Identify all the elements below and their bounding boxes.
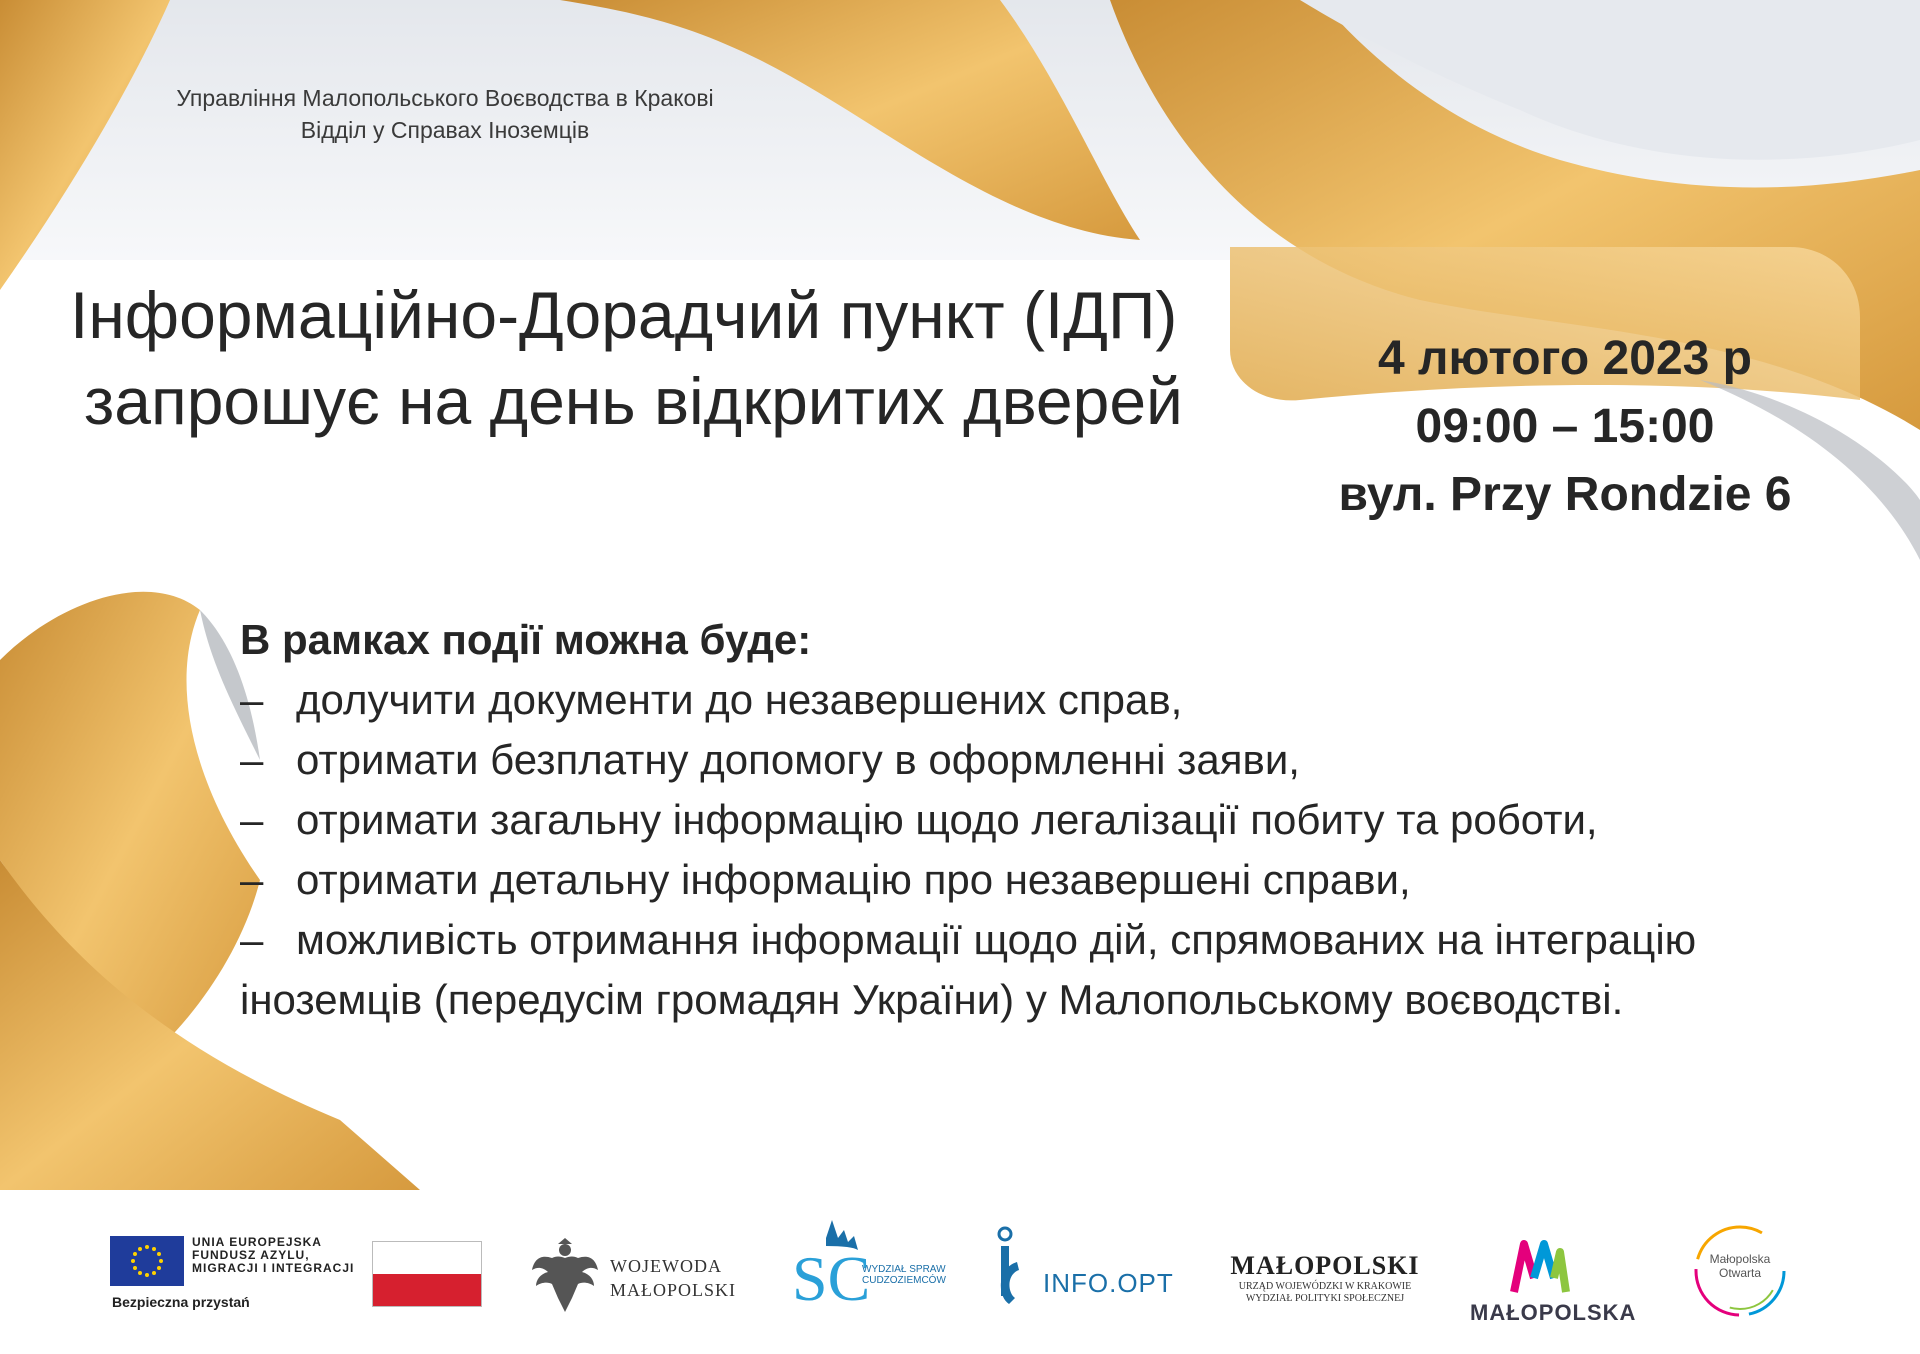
title-line-1: Інформаційно-Дорадчий пункт (ІДП): [70, 278, 1178, 352]
list-dash: –: [240, 736, 264, 783]
sc-letters: SC: [792, 1243, 871, 1314]
otwarta-text: [1704, 1252, 1776, 1280]
wojewoda-text: [610, 1254, 736, 1302]
malopolska-m-icon: [1510, 1238, 1570, 1294]
sc-caption-line: CUDZOZIEMCÓW: [862, 1275, 946, 1286]
info-opt-logo: [995, 1226, 1175, 1326]
eu-flag-icon: [110, 1236, 184, 1286]
title-line-2: запрошує на день відкритих дверей: [84, 364, 1183, 438]
list-dash: –: [240, 916, 264, 963]
list-item: [240, 910, 1880, 970]
sc-caption-line: WYDZIAŁ SPRAW: [862, 1264, 946, 1275]
sc-caption: [862, 1264, 946, 1286]
eu-fund-text: [192, 1236, 362, 1275]
otwarta-line: Małopolska: [1709, 1252, 1771, 1266]
urzad-line: WYDZIAŁ POLITYKI SPOŁECZNEJ: [1245, 1293, 1405, 1304]
poland-flag-icon: [372, 1241, 482, 1307]
eu-fund-logo: [110, 1235, 360, 1310]
event-address: вул. Przy Rondzie 6: [1338, 468, 1792, 521]
wojewoda-line: WOJEWODA: [610, 1256, 722, 1276]
eu-text-line: UNIA EUROPEJSKA: [192, 1235, 322, 1249]
list-item-text: отримати безплатну допомогу в оформленні заяви,: [296, 736, 1300, 783]
event-time: 09:00 – 15:00: [1415, 400, 1715, 453]
info-opt-text: INFO.OPT: [1043, 1268, 1174, 1298]
list-item: [240, 670, 1880, 730]
event-date: 4 лютого 2023 р: [1378, 332, 1752, 385]
urzad-title: MAŁOPOLSKI: [1230, 1251, 1420, 1280]
list-item: [240, 730, 1880, 790]
wojewoda-line: MAŁOPOLSKI: [610, 1280, 737, 1300]
wojewoda-logo: [530, 1236, 750, 1316]
list-item-text: отримати детальну інформацію про незавершені справи,: [296, 856, 1411, 903]
list-dash: –: [240, 856, 264, 903]
department-name: Відділ у Справах Іноземців: [300, 117, 590, 143]
event-details: [1310, 325, 1820, 529]
list-item-text: отримати загальну інформацію щодо легалізації побиту та роботи,: [296, 796, 1598, 843]
info-i-icon: [995, 1226, 1045, 1326]
wydzial-spraw-cudzoziemcow-logo: [792, 1216, 962, 1326]
malopolska-otwarta-logo: [1690, 1216, 1790, 1326]
organization-name: Управління Малопольського Воєводства в Кракові: [176, 85, 714, 111]
eu-text-line: FUNDUSZ AZYLU,: [192, 1248, 310, 1262]
list-item: [240, 790, 1880, 850]
list-item-continuation: іноземців (передусім громадян України) у Малопольському воєводстві.: [240, 976, 1624, 1023]
page-title: [70, 272, 1320, 444]
organization-header: [120, 82, 770, 146]
urzad-wojewodzki-logo: [1225, 1251, 1425, 1305]
list-item-text: можливість отримання інформації щодо дій, спрямованих на інтеграцію: [296, 916, 1697, 963]
list-heading: В рамках події можна буде:: [240, 616, 812, 663]
event-description: [240, 610, 1880, 1030]
eu-fund-subtitle: Bezpieczna przystań: [112, 1294, 250, 1310]
list-item-text: долучити документи до незавершених справ,: [296, 676, 1183, 723]
list-item: [240, 850, 1880, 910]
list-dash: –: [240, 676, 264, 723]
urzad-line: URZĄD WOJEWÓDZKI W KRAKOWIE: [1238, 1281, 1412, 1292]
partner-logos-bar: [80, 1196, 1806, 1338]
malopolska-logo: [1470, 1238, 1637, 1328]
eu-text-line: MIGRACJI I INTEGRACJI: [192, 1261, 355, 1275]
list-dash: –: [240, 796, 264, 843]
otwarta-line: Otwarta: [1718, 1266, 1761, 1280]
eagle-emblem-icon: [530, 1236, 600, 1316]
malopolska-text: MAŁOPOLSKA: [1470, 1300, 1637, 1325]
